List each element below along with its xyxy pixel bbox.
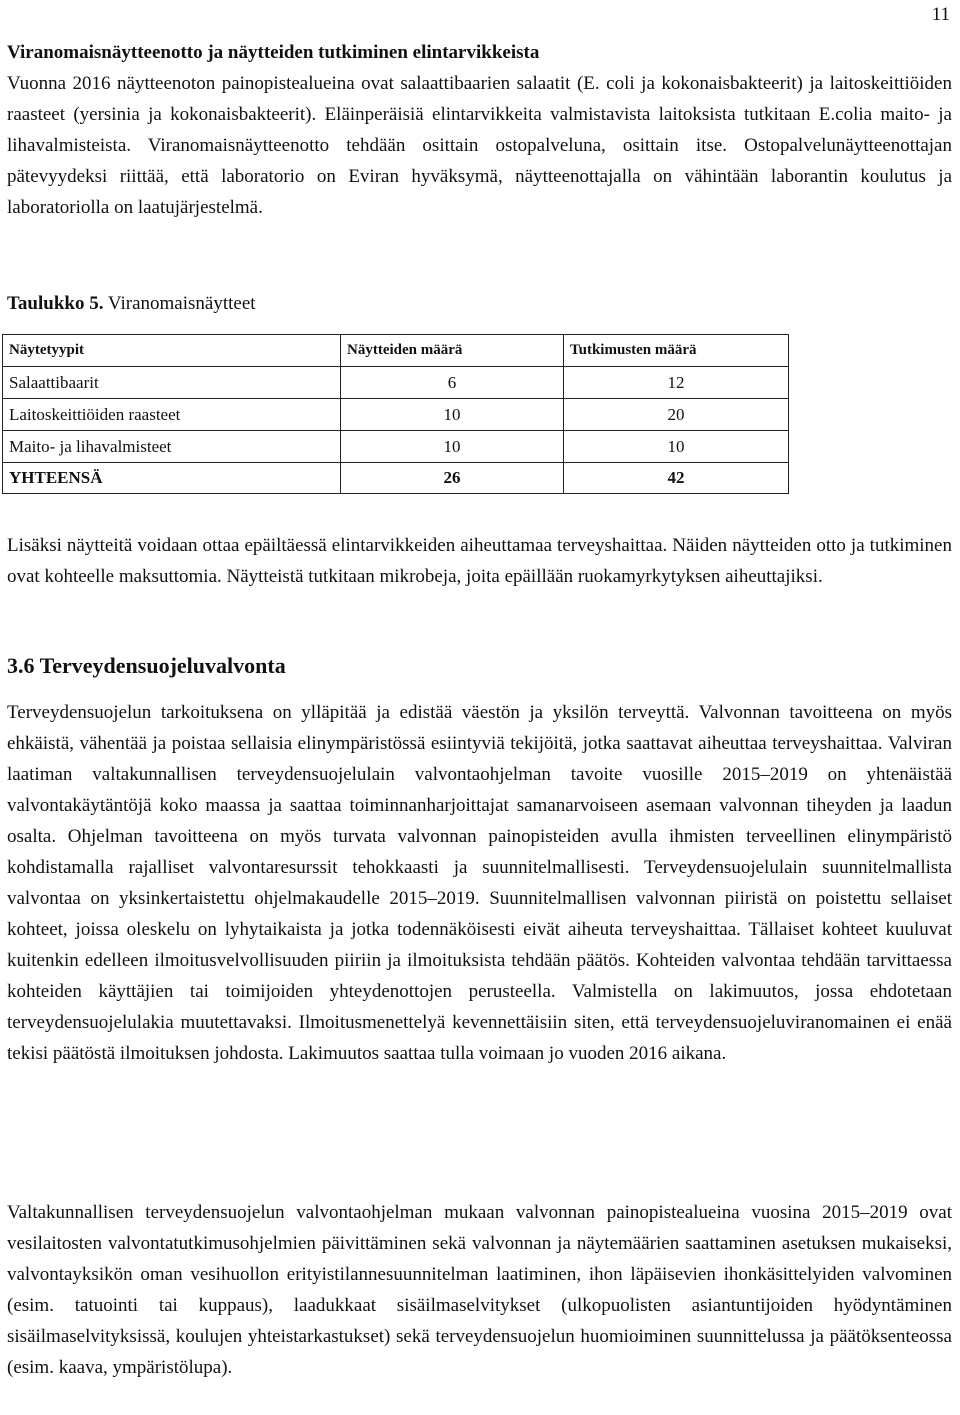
paragraph-health-protection-2: Valtakunnallisen terveydensuojelun valvontaohjelman mukaan valvonnan painopistealueina vuosina 2015–2019 ovat vesilaitosten valvontatutkimusohjelmien päivittäminen sekä valvonnan ja näytemäärien saattaminen asetuksen mukaiseksi, valvontayksikön oman vesihuollon erityistilannesuunnitelman laatiminen, ihon läpäisevien ihonkäsittelyiden valvominen (esim. tatuointi tai kuppaus), laadukkaat sisäilmaselvitykset (ulkopuolisten asiantuntijoiden hyödyntäminen sisäilmaselvityksissä, koulujen yhteistarkastukset) sekä terveydensuojelun huomioiminen suunnittelussa ja päätöksenteossa (esim. kaava, ympäristölupa). bbox=[7, 1202, 952, 1378]
section-heading-sampling: Viranomaisnäytteenotto ja näytteiden tutkiminen elintarvikkeista bbox=[7, 42, 540, 63]
table-cell: 12 bbox=[564, 367, 789, 399]
section-health-protection bbox=[7, 650, 952, 681]
table-total-row bbox=[3, 463, 789, 494]
section-sampling bbox=[7, 37, 952, 223]
table-row bbox=[3, 367, 789, 399]
table-cell: 6 bbox=[341, 367, 564, 399]
samples-table bbox=[2, 334, 789, 494]
table-cell: 10 bbox=[564, 431, 789, 463]
paragraph-sampling: Vuonna 2016 näytteenoton painopistealueina ovat salaattibaarien salaatit (E. coli ja kokonaisbakteerit) ja laitoskeittiöiden raasteet (yersinia ja kokonaisbakteerit). Eläinperäisiä elintarvikkeita valmistavista laitoksista tutkitaan E.colia maito- ja lihavalmisteista. Viranomaisnäytteenotto tehdään osittain ostopalveluna, osittain itse. Ostopalvelunäytteenottajan pätevyydeksi riittää, että laboratorio on Eviran hyväksymä, näytteenottajalla on vähintään laborantin koulutus ja laboratoriolla on laatujärjestelmä. bbox=[7, 73, 952, 218]
page-number: 11 bbox=[931, 4, 950, 25]
section-heading-health-protection: 3.6 Terveydensuojeluvalvonta bbox=[7, 653, 286, 678]
table-cell: 20 bbox=[564, 399, 789, 431]
table-row bbox=[3, 399, 789, 431]
section-health-protection-body bbox=[7, 697, 952, 1069]
table-caption bbox=[7, 288, 952, 319]
table-cell: Laitoskeittiöiden raasteet bbox=[3, 399, 341, 431]
table-cell: 10 bbox=[341, 399, 564, 431]
table-caption-label: Taulukko 5. bbox=[7, 293, 104, 314]
table-cell: Salaattibaarit bbox=[3, 367, 341, 399]
table-header-row bbox=[3, 335, 789, 367]
table-cell: 10 bbox=[341, 431, 564, 463]
column-header: Näytetyypit bbox=[3, 335, 341, 367]
table-cell: YHTEENSÄ bbox=[3, 463, 341, 494]
section-additional-samples bbox=[7, 530, 952, 592]
section-health-protection-priorities bbox=[7, 1197, 952, 1383]
column-header: Tutkimusten määrä bbox=[564, 335, 789, 367]
paragraph-additional-samples: Lisäksi näytteitä voidaan ottaa epäiltäessä elintarvikkeiden aiheuttamaa terveyshaittaa. Näiden näytteiden otto ja tutkiminen ovat kohteelle maksuttomia. Näytteistä tutkitaan mikrobeja, joita epäillään ruokamyrkytyksen aiheuttajiksi. bbox=[7, 535, 952, 587]
table-row bbox=[3, 431, 789, 463]
table-caption-text: Viranomaisnäytteet bbox=[103, 293, 256, 314]
paragraph-health-protection-1: Terveydensuojelun tarkoituksena on ylläpitää ja edistää väestön ja yksilön terveyttä. Valvonnan tavoitteena on myös ehkäistä, vähentää ja poistaa sellaisia elinympäristössä esiintyviä tekijöitä, jotka saattavat aiheuttaa terveyshaittaa. Valviran laatiman valtakunnallisen terveydensuojelulain valvontaohjelman tavoite vuosille 2015–2019 on yhtenäistää valvontakäytäntöjä koko maassa ja saattaa toiminnanharjoittajat samanarvoiseen asemaan valvonnan tiheyden ja laadun osalta. Ohjelman tavoitteena on myös turvata valvonnan painopisteiden avulla ihmisten terveellinen elinympäristö kohdistamalla rajalliset valvontaresurssit tehokkaasti ja suunnitelmallisesti. Terveydensuojelulain suunnitelmallista valvontaa on yksinkertaistettu ohjelmakaudelle 2015–2019. Suunnitelmallisen valvonnan piiristä on poistettu sellaiset kohteet, joissa oleskelu on lyhytaikaista ja jotka todennäköisesti eivät aiheuta terveyshaittaa. Tällaiset kohteet kuuluvat kuitenkin edelleen ilmoitusvelvollisuuden piiriin ja ilmoituksista tehdään päätös. Kohteiden valvontaa tehdään tarvittaessa kohteiden käyttäjien tai toimijoiden yhteydenottojen perusteella. Valmistella on lakimuutos, jossa ehdotetaan terveydensuojelulakia muutettavaksi. Ilmoitusmenettelyä kevennettäisiin siten, että terveydensuojeluviranomainen ei enää tekisi päätöstä ilmoituksen johdosta. Lakimuutos saattaa tulla voimaan jo vuoden 2016 aikana. bbox=[7, 702, 952, 1064]
table-cell: 42 bbox=[564, 463, 789, 494]
table-cell: Maito- ja lihavalmisteet bbox=[3, 431, 341, 463]
column-header: Näytteiden määrä bbox=[341, 335, 564, 367]
table-cell: 26 bbox=[341, 463, 564, 494]
